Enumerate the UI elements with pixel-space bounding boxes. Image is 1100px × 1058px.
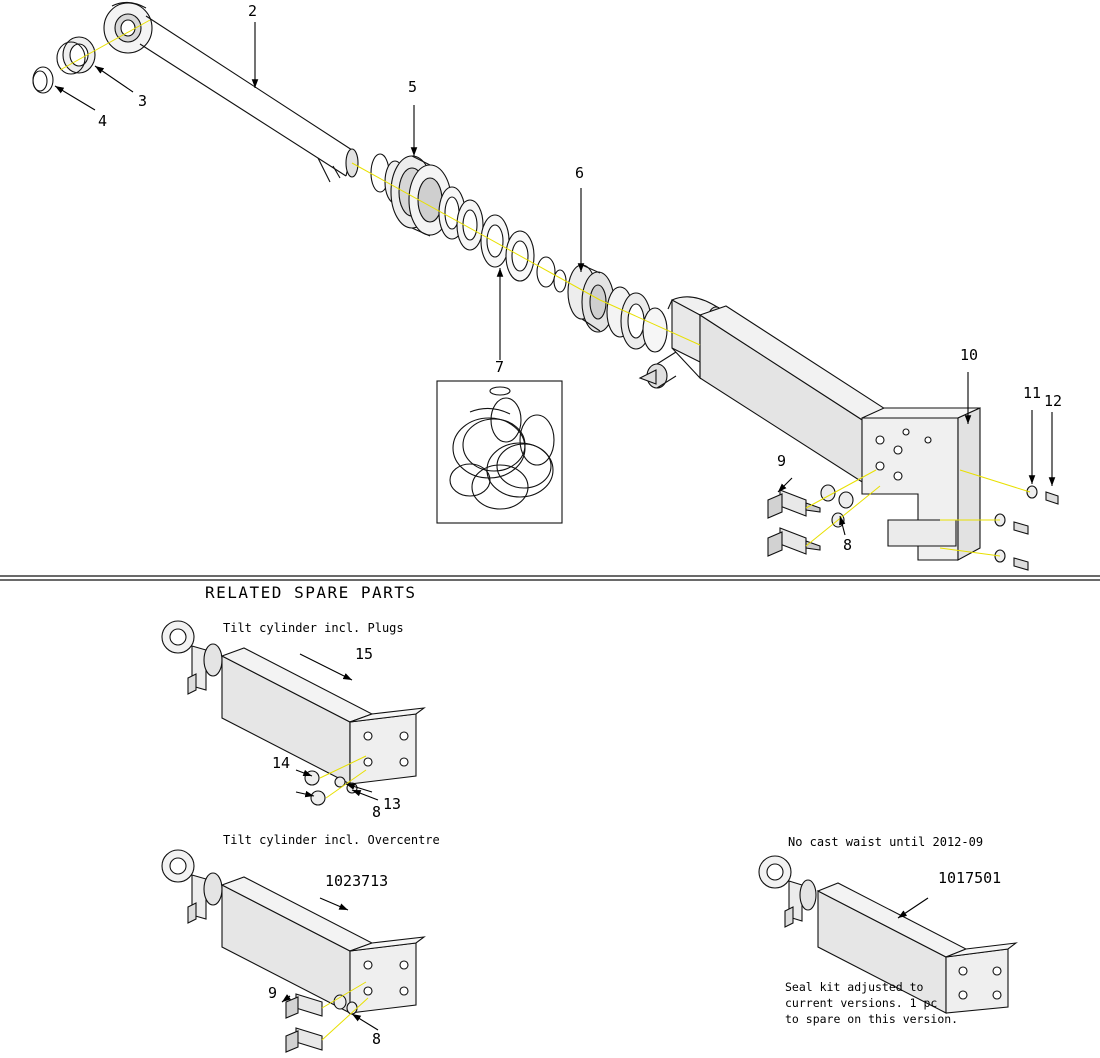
callout-6: 6	[575, 164, 585, 182]
callout-3: 3	[138, 92, 148, 110]
callout-9: 9	[777, 452, 787, 470]
callout-2: 2	[248, 2, 258, 20]
callout-12: 12	[1044, 392, 1063, 410]
callout-5: 5	[408, 78, 418, 96]
section-title: RELATED SPARE PARTS	[205, 583, 417, 602]
spare-c-part-number: 1017501	[938, 869, 1002, 887]
callout-14: 14	[272, 754, 291, 772]
callout-8-spare-b: 8	[372, 1030, 382, 1048]
spare-b-caption: Tilt cylinder incl. Overcentre	[223, 833, 440, 847]
seal-kit-box	[437, 381, 562, 523]
spare-c-note-line-2: current versions. 1 pc	[785, 996, 938, 1010]
callout-8: 8	[843, 536, 853, 554]
spare-c-caption: No cast waist until 2012-09	[788, 835, 984, 849]
spare-b-part-number: 1023713	[325, 872, 389, 890]
callout-7: 7	[495, 358, 505, 376]
callout-10: 10	[960, 346, 979, 364]
spare-c-note-line-3: to spare on this version.	[785, 1012, 959, 1026]
callout-11: 11	[1023, 384, 1042, 402]
spare-a-caption: Tilt cylinder incl. Plugs	[223, 621, 404, 635]
spare-c-note-line-1: Seal kit adjusted to	[785, 980, 924, 994]
callout-13: 13	[383, 795, 402, 813]
callout-15: 15	[355, 645, 374, 663]
callout-9-spare-b: 9	[268, 984, 278, 1002]
callout-8-spare-a: 8	[372, 803, 382, 821]
spare-cylinder-a	[162, 621, 424, 805]
callout-4: 4	[98, 112, 108, 130]
